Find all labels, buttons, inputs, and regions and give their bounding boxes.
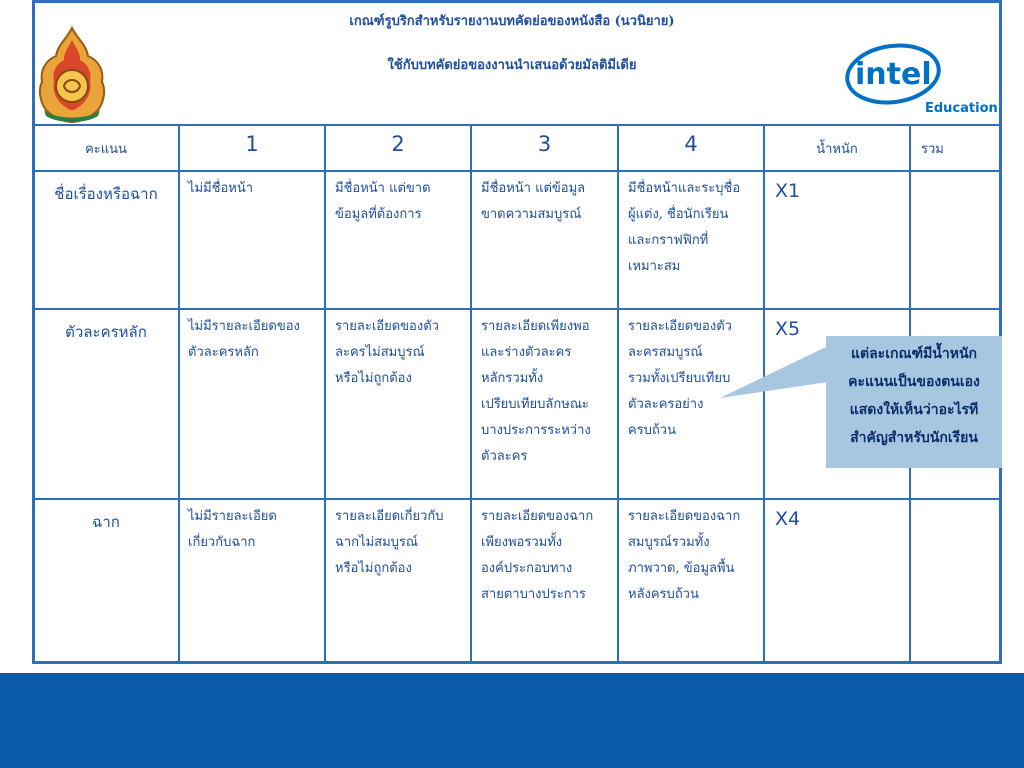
callout-line: แต่ละเกณฑ์มีน้ำหนัก (850, 346, 978, 362)
col-header-4: 4 (684, 132, 698, 156)
cell-line: สายตาบางประการ (481, 587, 586, 602)
callout-line: คะแนนเป็นของตนเอง (848, 374, 980, 390)
col-header-weight: น้ำหนัก (816, 142, 858, 157)
row1-score3 (481, 176, 615, 228)
intel-education-logo (843, 42, 998, 117)
cell-line: ตัวละครหลัก (188, 345, 259, 360)
school-emblem-logo (36, 26, 108, 124)
cell-line: ไม่มีชื่อหน้า (188, 181, 254, 196)
intel-wordmark: intel (855, 57, 932, 92)
callout-line: สำคัญสำหรับนักเรียน (850, 430, 978, 446)
col-header-score: คะแนน (85, 142, 127, 157)
rubric-title: เกณฑ์รูบริกสำหรับรายงานบทคัดย่อของหนังสือ (นวนิยาย) (349, 14, 675, 29)
row3-score2 (335, 504, 469, 582)
col-header-total: รวม (921, 142, 944, 157)
col-header-3: 3 (537, 132, 552, 156)
cell-line: เปรียบเทียบลักษณะ (481, 397, 589, 412)
col-header-2: 2 (391, 132, 405, 156)
cell-line: เหมาะสม (628, 259, 681, 274)
cell-line: และร่างตัวละคร (481, 345, 572, 360)
row-label-title: ชื่อเรื่องหรือฉาก (54, 185, 158, 203)
cell-line: ละครไม่สมบูรณ์ (335, 345, 425, 360)
cell-line: ผู้แต่ง, ชื่อนักเรียน (628, 207, 729, 222)
cell-line: ข้อมูลที่ต้องการ (335, 207, 422, 222)
cell-line: ภาพวาด, ข้อมูลพื้น (628, 561, 735, 576)
row-label-setting: ฉาก (92, 513, 120, 531)
cell-line: มีชื่อหน้า แต่ข้อมูล (481, 181, 586, 196)
grid-line (470, 124, 472, 664)
cell-line: ไม่มีรายละเอียด (188, 509, 277, 524)
row1-weight: X1 (775, 180, 801, 202)
cell-line: รายละเอียดของฉาก (628, 509, 741, 524)
cell-line: หรือไม่ถูกต้อง (335, 371, 412, 386)
cell-line: เพียงพอรวมทั้ง (481, 535, 563, 550)
row3-score3 (481, 504, 615, 608)
row2-weight: X5 (775, 318, 801, 340)
footer-band (0, 673, 1024, 768)
row1-score1 (188, 176, 322, 202)
cell-line: หรือไม่ถูกต้อง (335, 561, 412, 576)
cell-line: ตัวละครอย่าง (628, 397, 704, 412)
cell-line: รายละเอียดเกี่ยวกับ (335, 509, 444, 524)
cell-line: หลังครบถ้วน (628, 587, 699, 602)
row-label-main-character: ตัวละครหลัก (65, 323, 147, 341)
grid-line (178, 124, 180, 664)
col-header-1: 1 (245, 132, 259, 156)
cell-line: รวมทั้งเปรียบเทียบ (628, 371, 731, 386)
cell-line: ไม่มีรายละเอียดของ (188, 319, 300, 334)
row3-score4 (628, 504, 762, 608)
cell-line: ครบถ้วน (628, 423, 676, 438)
row2-score3 (481, 314, 615, 470)
cell-line: สมบูรณ์รวมทั้ง (628, 535, 710, 550)
row1-score4 (628, 176, 762, 280)
cell-line: และกราฟฟิกที่ (628, 233, 709, 248)
cell-line: องค์ประกอบทาง (481, 561, 573, 576)
callout-line: แสดงให้เห็นว่าอะไรที (849, 402, 979, 418)
cell-line: ตัวละคร (481, 449, 528, 464)
cell-line: หลักรวมทั้ง (481, 371, 544, 386)
callout-pointer (716, 336, 828, 406)
row1-score2 (335, 176, 469, 228)
cell-line: รายละเอียดของฉาก (481, 509, 594, 524)
cell-line: ละครสมบูรณ์ (628, 345, 703, 360)
cell-line: รายละเอียดของตัว (335, 319, 439, 334)
grid-line (617, 124, 619, 664)
cell-line: ขาดความสมบูรณ์ (481, 207, 582, 222)
rubric-subtitle: ใช้กับบทคัดย่อของงานนำเสนอด้วยมัลติมีเดีย (387, 58, 637, 73)
cell-line: เกี่ยวกับฉาก (188, 535, 256, 550)
row3-weight: X4 (775, 508, 801, 530)
education-wordmark: Education (925, 101, 998, 116)
row2-score2 (335, 314, 469, 392)
cell-line: รายละเอียดเพียงพอ (481, 319, 590, 334)
cell-line: มีชื่อหน้าและระบุชื่อ (628, 181, 741, 196)
cell-line: รายละเอียดของตัว (628, 319, 732, 334)
callout-text (826, 340, 1002, 452)
grid-line (324, 124, 326, 664)
cell-line: มีชื่อหน้า แต่ขาด (335, 181, 431, 196)
row2-score1 (188, 314, 322, 366)
row3-score1 (188, 504, 322, 556)
cell-line: บางประการระหว่าง (481, 423, 591, 438)
cell-line: ฉากไม่สมบูรณ์ (335, 535, 418, 550)
